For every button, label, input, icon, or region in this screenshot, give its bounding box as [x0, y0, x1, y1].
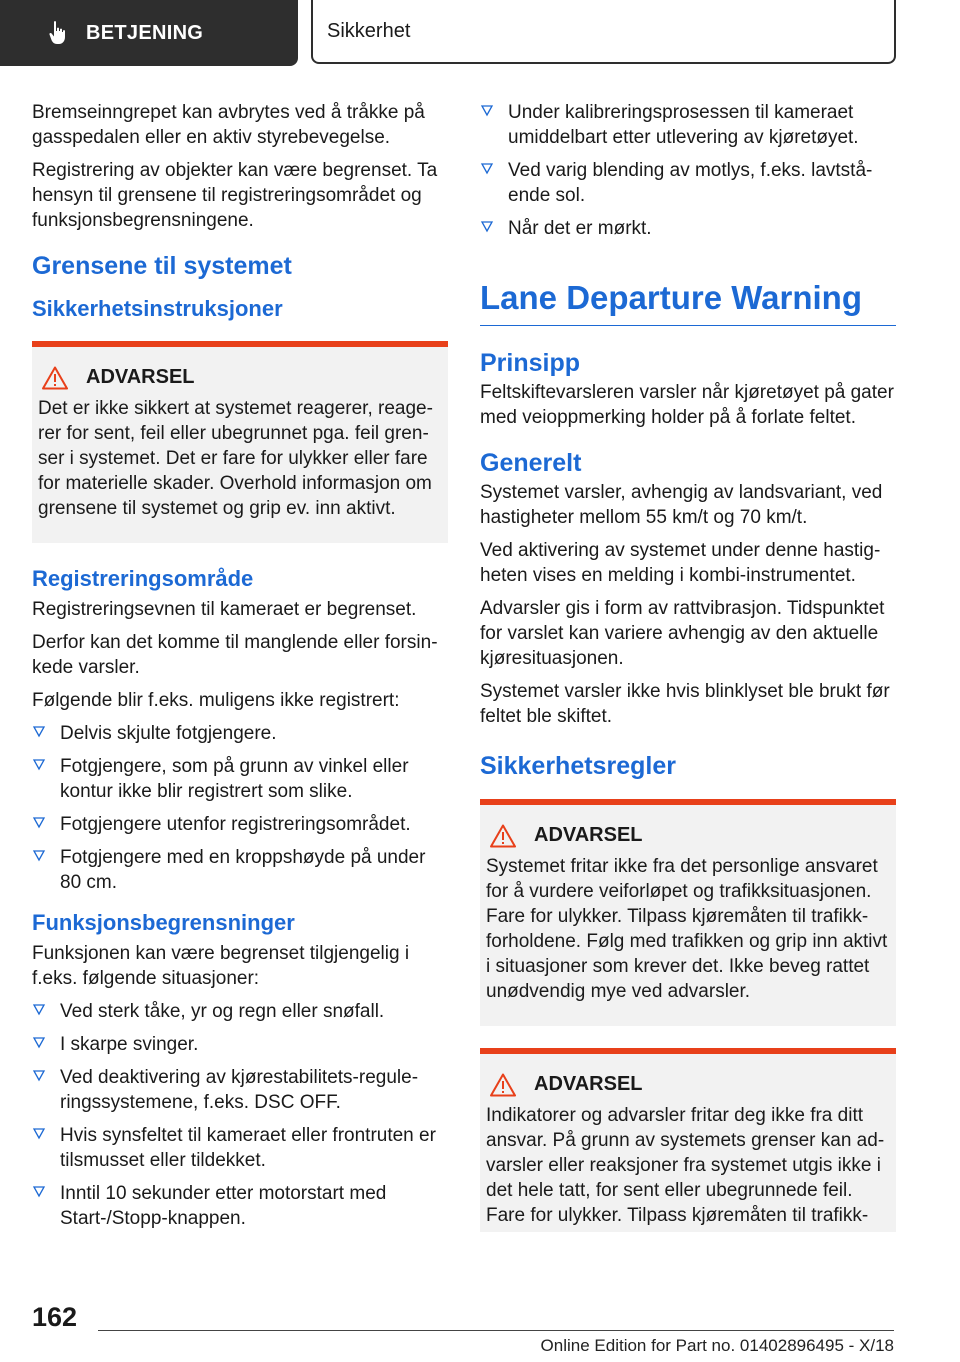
function-paragraph: Funksjonen kan være begrenset tilgjengelig i f.eks. følgende situasjoner:: [32, 943, 410, 989]
list-item: Ved sterk tåke, yr og regn eller snøfall.: [32, 999, 448, 1024]
warning-box: [32, 341, 448, 543]
warning-title: ADVARSEL: [534, 824, 643, 846]
triangle-bullet-icon: [32, 1036, 46, 1050]
warning-text: Det er ikke sikkert at systemet reagerer, reagerer for sent, feil eller ubegrunnet pga. feil grenser i systemet. Det er fare for ulykker eller fare for materielle skader. Overhold informasjon om grensene til systemet og grip ev. inn aktivt.: [38, 398, 433, 519]
footer-divider: [98, 1330, 894, 1331]
list-item: Hvis synsfeltet til kameraet eller frontruten er tilsmusset eller tildekket.: [32, 1123, 448, 1173]
page-header: [0, 0, 960, 66]
range-list: [32, 721, 448, 895]
warning-header: [486, 1072, 888, 1097]
hand-pointer-icon: [44, 19, 72, 47]
warning-triangle-icon: [490, 1073, 516, 1097]
warning-box: [480, 1048, 896, 1232]
list-item: Fotgjengere med en kroppshøyde på under 80 cm.: [32, 845, 448, 895]
range-paragraph: Registreringsevnen til kameraet er begrenset.: [32, 599, 417, 620]
list-item: Delvis skjulte fotgjengere.: [32, 721, 448, 746]
section-label: BETJENING: [86, 21, 204, 44]
triangle-bullet-icon: [480, 104, 494, 118]
function-limits-heading: Funksjonsbegrensninger: [32, 910, 295, 935]
triangle-bullet-icon: [480, 162, 494, 176]
warning-header: [486, 823, 888, 848]
principle-paragraph: Feltskiftevarsleren varsler når kjøretøyet på gater med veioppmerking holder på å forlate feltet.: [480, 382, 894, 428]
intro-paragraph: Bremseinngrepet kan avbrytes ved å tråkke på gasspedalen eller en aktiv styrebevegelse.: [32, 102, 425, 148]
range-paragraph: Derfor kan det komme til manglende eller forsinkede varsler.: [32, 632, 438, 678]
list-item: Ved varig blending av motlys, f.eks. lavtstående sol.: [480, 158, 896, 208]
warning-triangle-icon: [490, 824, 516, 848]
right-column: [480, 100, 896, 1232]
warning-text: Indikatorer og advarsler fritar deg ikke fra ditt ansvar. På grunn av systemets grenser kan advarsler eller reaksjoner fra systemet utgis ikke i det hele tatt, for sent eller ubegrunnede feil. Fare for ulykker. Tilpass kjøremåten til trafikk-: [486, 1105, 885, 1226]
safety-heading: Sikkerhetsinstruksjoner: [32, 296, 283, 321]
chapter-tab: [311, 0, 896, 64]
page-number: 162: [32, 1302, 78, 1332]
triangle-bullet-icon: [32, 816, 46, 830]
warning-header: [38, 365, 440, 390]
list-item: Fotgjengere utenfor registreringsområdet.: [32, 812, 448, 837]
triangle-bullet-icon: [32, 1127, 46, 1141]
list-item: Når det er mørkt.: [480, 216, 896, 241]
triangle-bullet-icon: [32, 1069, 46, 1083]
list-item: Inntil 10 sekunder etter motorstart med Start-/Stopp-knappen.: [32, 1181, 448, 1231]
list-item: Fotgjengere, som på grunn av vinkel eller kontur ikke blir registrert som slike.: [32, 754, 448, 804]
range-heading: Registreringsområde: [32, 566, 254, 591]
chapter-label: Sikkerhet: [327, 19, 411, 42]
intro-paragraph: Registrering av objekter kan være begrenset. Ta hensyn til grensene til registreringsområdet og funksjonsbegrensningene.: [32, 160, 438, 231]
general-paragraph: Systemet varsler, avhengig av landsvariant, ved hastigheter mellom 55 km/t og 70 km/t.: [480, 482, 883, 528]
warning-text: Systemet fritar ikke fra det personlige ansvaret for å vurdere veiforløpet og trafikksituasjonen. Fare for ulykker. Tilpass kjøremåten til trafikkforholdene. Følg med trafikken og grip inn aktivt i situasjoner som krever det. Ikke beveg rattet unødvendig mye ved advarsler.: [486, 856, 888, 1002]
triangle-bullet-icon: [480, 220, 494, 234]
general-paragraph: Advarsler gis i form av rattvibrasjon. Tidspunktet for varslet kan variere avhengig av den aktuelle kjøresituasjonen.: [480, 598, 885, 669]
triangle-bullet-icon: [32, 725, 46, 739]
general-paragraph: Ved aktivering av systemet under denne hastigheten vises en melding i kombi-instrumentet.: [480, 540, 881, 586]
triangle-bullet-icon: [32, 1003, 46, 1017]
triangle-bullet-icon: [32, 1185, 46, 1199]
warning-title: ADVARSEL: [86, 366, 195, 388]
general-heading: Generelt: [480, 449, 582, 477]
principle-heading: Prinsipp: [480, 349, 581, 377]
warning-box: [480, 799, 896, 1026]
main-heading: Lane Departure Warning: [480, 277, 896, 326]
left-column: [32, 100, 448, 1239]
warning-title: ADVARSEL: [534, 1073, 643, 1095]
list-item: I skarpe svinger.: [32, 1032, 448, 1057]
calibration-list: [480, 100, 896, 241]
warning-triangle-icon: [42, 366, 68, 390]
list-item: Under kalibreringsprosessen til kameraet umiddelbart etter utlevering av kjøretøyet.: [480, 100, 896, 150]
general-paragraph: Systemet varsler ikke hvis blinklyset ble brukt før feltet ble skiftet.: [480, 681, 890, 727]
triangle-bullet-icon: [32, 758, 46, 772]
function-list: [32, 999, 448, 1231]
triangle-bullet-icon: [32, 849, 46, 863]
section-tab: [0, 0, 298, 66]
list-item: Ved deaktivering av kjørestabilitets-reguleringssystemene, f.eks. DSC OFF.: [32, 1065, 448, 1115]
limits-heading: Grensene til systemet: [32, 252, 292, 280]
edition-text: Online Edition for Part no. 01402896495 - X/18: [540, 1336, 894, 1355]
range-paragraph: Følgende blir f.eks. muligens ikke registrert:: [32, 690, 400, 711]
safety-rules-heading: Sikkerhetsregler: [480, 752, 676, 780]
